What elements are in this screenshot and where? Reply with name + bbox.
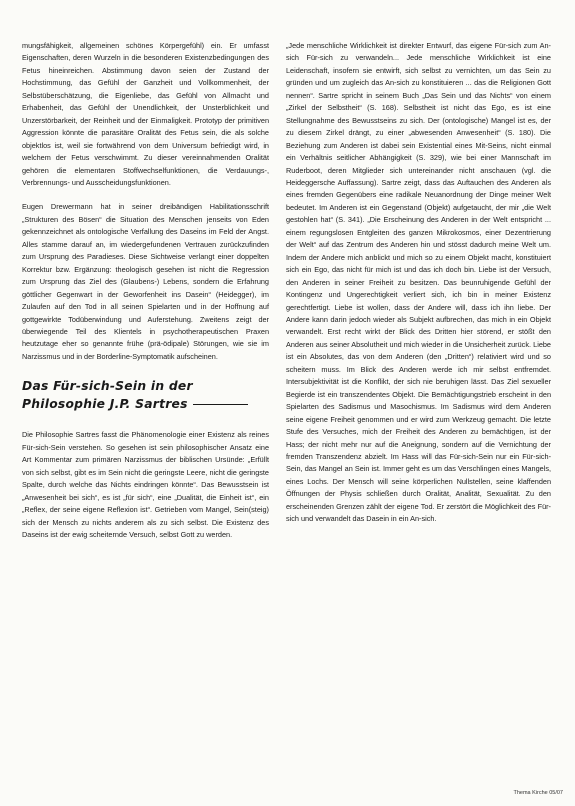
body-paragraph: Die Philosophie Sartres fasst die Phänomenologie einer Existenz als reines Für-sich-Sein verstehen. So gesehen ist sein philosophischer Ansatz eine Art Kommentar zum primären Narzissmus der biblischen Ursünde: „Erfüllt von sich selbst, gibt es im Sein nicht die geringste Leere, nicht die geringste Spalte, durch welche das Nichts eindringen könnte“. Das Bewusstsein ist „Anwesenheit bei sich“, es ist „für sich“, eine „Dualität, die Einheit ist“, ein „Reflex, der seine eigene Reflexion ist“. Getrieben vom Mangel, Sein(steig) sich der Mensch zu nichts anderem als zu sich selbst. Die Existenz des Daseins ist der ewig scheiternde Versuch, selbst Gott zu werden. bbox=[22, 430, 269, 539]
page-footer: Thema Kirche 05/07 bbox=[513, 790, 563, 796]
section-heading bbox=[22, 377, 269, 413]
section-heading-line-1: Das Für-sich-Sein in der bbox=[22, 379, 193, 394]
body-paragraph: mungsfähigkeit, allgemeinen schönes Körpergefühl) ein. Er umfasst Eigenschaften, deren Wurzeln in die besonderen Existenzbedingungen des Fetus hineinreichen. Abstimmung davon seien der Zustand der Hochstimmung, das Gefühl der Ganzheit und Vollkommenheit, der Selbstüberschätzung, die Eigenliebe, das Gefühl von Allmacht und Erhabenheit, das Gefühl der Unendlichkeit, der Unsterblichkeit und Unzerstörbarkeit, der Reinheit und der Einmaligkeit. Prototyp der primitiven Aggression könnte die parasitäre Oralität des Fetus sein, die als solche objektlos ist, weil sie fortwährend von dem Universum befriedigt wird, in welchem der Fetus verschwimmt. Zu dieser vereinnahmenden Oralität gehören die elementaren Stoffwechselfunktionen, die Verdauungs-, Verbrennungs- und Ausscheidungsfunktionen. bbox=[22, 41, 269, 187]
body-paragraph: „Jede menschliche Wirklichkeit ist direkter Entwurf, das eigene Für-sich zum An-sich Für-sich zu verwandeln... Jede menschliche Wirklichkeit ist eine Leidenschaft, insofern sie entwirft, sich selbst zu vernichten, um das Sein zu gründen und um zugleich das An-sich zu konstituieren ... das die Religionen Gott nennen“. Sartre spricht in seinem Buch „Das Sein und das Nichts“ von einem „Zirkel der Selbstheit“ (S. 168). Selbstheit ist nicht das Ego, es ist eine Stellungnahme des Bewusstseins zu sich. Der (ontologische) Mangel ist es, der zu diesem Zirkel drängt, zu einer „abwesenden Anwesenheit“ (S. 180). Die Beziehung zum Anderen ist dabei sein Existential eines Mit-Seins, nicht einmal ein Verhältnis seitlicher Abhängigkeit (S. 329), wie bei einer Mannschaft im Ruderboot, deren Mitglieder sich untereinander nicht anschauen (vgl. die Heideggersche Auffassung). Sartre zeigt, dass das Auftauchen des Anderen als eines fremden Gegenübers eine radikale Neuanordnung der Dinge meiner Welt bedeutet. Im Anderen ist ein Gegenstand (Objekt) aufgetaucht, der mir „die Welt gestohlen hat“ (S. 341). „Die Erscheinung des Anderen in der Welt entspricht ... einem regungslosen Entgleiten des ganzen Mikrokosmos, einer Dezentrierung der Welt“ auf das Zentrum des Anderen hin und stösst dadurch meine Welt um. Indem der Andere mich anblickt und mich so zu einem Objekt macht, konstituiert sich ein Ego, das nicht für mich ist und das ich doch bin. Liebe ist der Versuch, den Anderen in seiner Freiheit zu besitzen. Das beunruhigende Gefühl der Kontingenz und Ungerechtigkeit verliert sich, ich bin in meiner Existenz gerechtfertigt. Liebe ist wollen, dass der Andere will, dass ich ihn liebe. Der Andere kann darin jedoch wieder als Subjekt aufbrechen, das mich in ein Objekt verwandelt. Erst recht wirkt der Blick des Dritten hier störend, er stößt den Anderen aus seiner Absolutheit und mich wieder in die Unsicherheit zurück. Liebe ist ein Absolutes, das von dem Anderen (den „Dritten“) relativiert wird und so scheitern muss. Im Blick des Anderen werde ich mir selbst entfremdet. Intersubjektivität ist die Konflikt, der sich nie beruhigen lässt. Das Ziel sexueller Begierde ist ein transzendentes Objekt. Die Bemächtigungstrieb erscheint in den Spielarten des Sadismus und Masochismus. Im Sadismus wird dem Anderen seine eigene Freiheit genommen und er wird zum Werkzeug gemacht. Die letzte Stufe des Versuches, mich der Freiheit des Anderen zu bemächtigen, ist der Hass; der nicht mehr nur auf die Aneignung, sondern auf die Vernichtung der fremden Transzendenz abzielt. Im Hass will das Für-sich-Sein nur ein Für-sich-Sein, das Mangel an Sein ist. Immer geht es um das Verschlingen eines Mangels, eines Lochs. Der Mensch will seine körperlichen Nullstellen, seine klaffenden Öffnungen der Physis schließen durch Oralität, Analität, Sexualität. Zu den erscheinenden Grenzen zählt der eigene Tod. Er zerstört die Möglichkeit des Für-sich und verwandelt das Dasein in ein An-sich. bbox=[286, 41, 551, 524]
body-paragraph: Eugen Drewermann hat in seiner dreibändigen Habilitationsschrift „Strukturen des Bösen“ die Situation des Menschen jenseits von Eden gekennzeichnet als ontologische Verfallung des Daseins im Feld der Angst. Alles stamme darauf an, im wiedergefundenen Vertrauen zurückzufinden zum Ursprung des Paradieses. Diese Sichtweise verlangt einer doppelten Korrektur bzw. Ergänzung: theologisch gesehen ist nicht die Regression zum Ursprung das Ziel des (Glaubens-) Lebens, sondern die Erfahrung göttlicher Gegenwart in der Geworfenheit ins Dasein“ (Heidegger), im Zulaufen auf den Tod in all seinen Spielarten und in der Hoffnung auf gottgewirkte Todüberwindung und Auferstehung. Zweitens zeigt der überwiegende Teil des Klientels in psychotherapeutischen Praxen heutzutage eher so genannte frühe (prä-ödipale) Störungen, wie sie im Narzissmus und in der Borderline-Symptomatik aufscheinen. bbox=[22, 202, 269, 361]
heading-rule bbox=[193, 404, 248, 405]
section-heading-line-2: Philosophie J.P. Sartres bbox=[22, 397, 188, 412]
right-column bbox=[286, 40, 551, 526]
left-column bbox=[22, 40, 269, 541]
